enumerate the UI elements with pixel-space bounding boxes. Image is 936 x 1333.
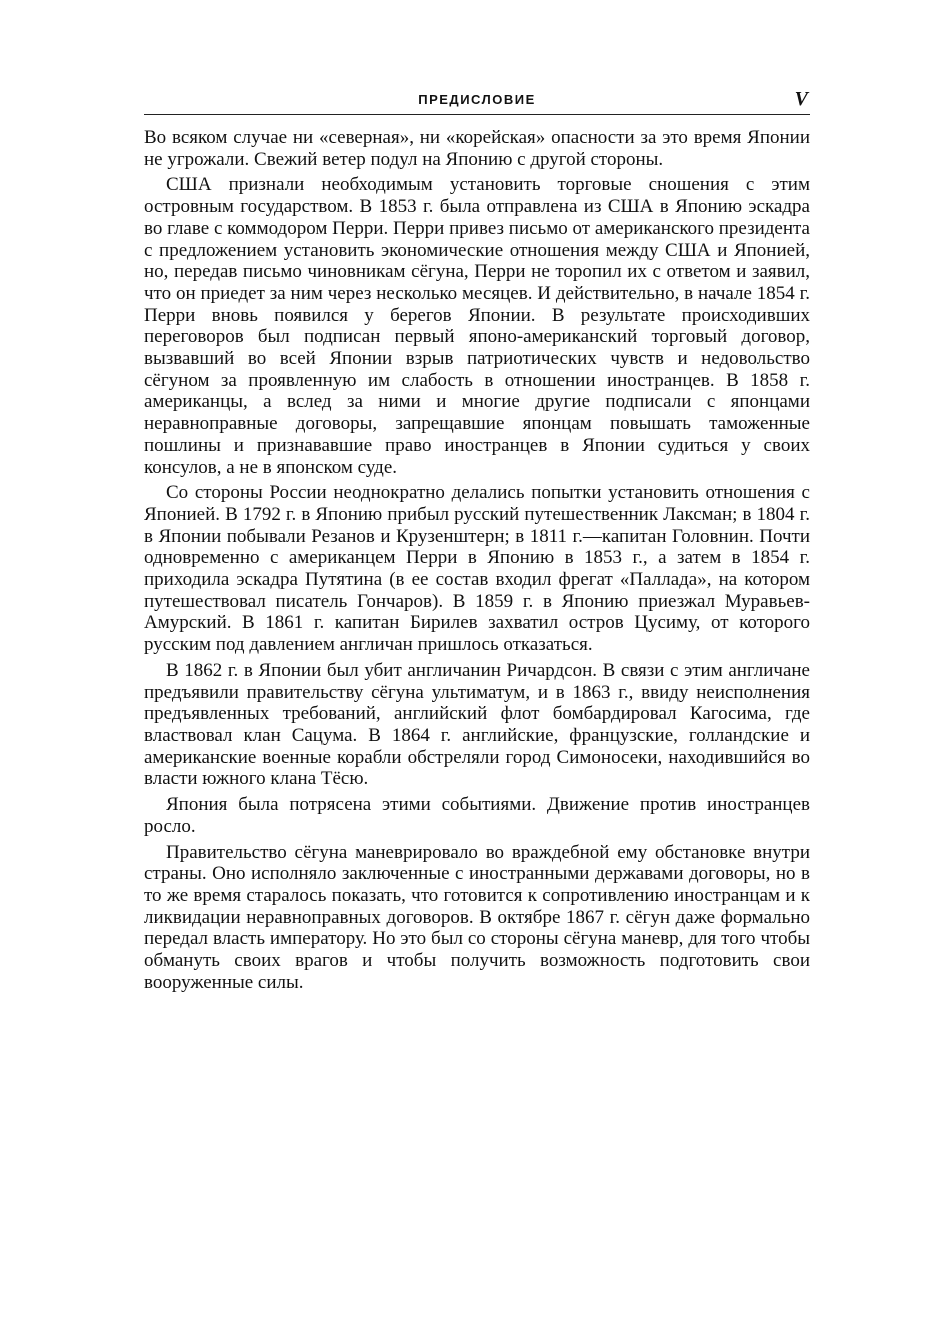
paragraph-1: Во всяком случае ни «северная», ни «корейская» опасности за это время Японии не угрожали. Свежий ветер подул на Японию с другой стороны. [144,127,810,170]
body-text [144,127,810,993]
paragraph-2: США признали необходимым установить торговые сношения с этим островным государством. В 1853 г. была отправлена из США в Японию эскадра во главе с коммодором Перри. Перри привез письмо от американского президента с предложением установить экономические отношения между США и Японией, но, передав письмо чиновникам сёгуна, Перри не торопил их с ответом и заявил, что он приедет за ним через несколько месяцев. И действительно, в начале 1854 г. Перри вновь появился у берегов Японии. В результате происходивших переговоров был подписан первый японо-американский торговый договор, вызвавший во всей Японии взрыв патриотических чувств и недовольство сёгуном за проявленную им слабость в отношении иностранцев. В 1858 г. американцы, а вслед за ними и многие другие подписали с японцами неравноправные договоры, запрещавшие японцам повышать таможенные пошлины и признававшие право иностранцев в Японии судиться у своих консулов, а не в японском суде. [144,174,810,478]
paragraph-4: В 1862 г. в Японии был убит англичанин Ричардсон. В связи с этим англичане предъявили правительству сёгуна ультиматум, и в 1863 г., ввиду неисполнения предъявленных требований, английский флот бомбардировал Кагосима, где властвовал клан Сацума. В 1864 г. английские, французские, голландские и американские военные корабли обстреляли город Симоносеки, находившийся во власти южного клана Тёсю. [144,659,810,790]
paragraph-6: Правительство сёгуна маневрировало во враждебной ему обстановке внутри страны. Оно исполняло заключенные с иностранными державами договоры, но в то же время старалось показать, что готовится к сопротивлению иностранцам и к ликвидации неравноправных договоров. В октябре 1867 г. сёгун даже формально передал власть императору. Но это был со стороны сёгуна маневр, для того чтобы обмануть своих врагов и чтобы получить возможность подготовить свои вооруженные силы. [144,841,810,993]
paragraph-5: Япония была потрясена этими событиями. Движение против иностранцев росло. [144,794,810,837]
paragraph-3: Со стороны России неоднократно делались попытки установить отношения с Японией. В 1792 г. в Японию прибыл русский путешественник Лаксман; в 1804 г. в Японии побывали Резанов и Крузенштерн; в 1811 г.—капитан Головнин. Почти одновременно с американцем Перри в Японию в 1853 г., а затем в 1854 г. приходила эскадра Путятина (в ее состав входил фрегат «Паллада», на котором путешествовал писатель Гончаров). В 1859 г. в Японию приезжал Муравьев-Амурский. В 1861 г. капитан Бирилев захватил остров Цусиму, от которого русским под давлением англичан пришлось отказаться. [144,482,810,656]
page-number: V [794,88,808,110]
book-page [144,88,810,997]
running-title: ПРЕДИСЛОВИЕ [418,92,536,107]
running-header [144,88,810,115]
